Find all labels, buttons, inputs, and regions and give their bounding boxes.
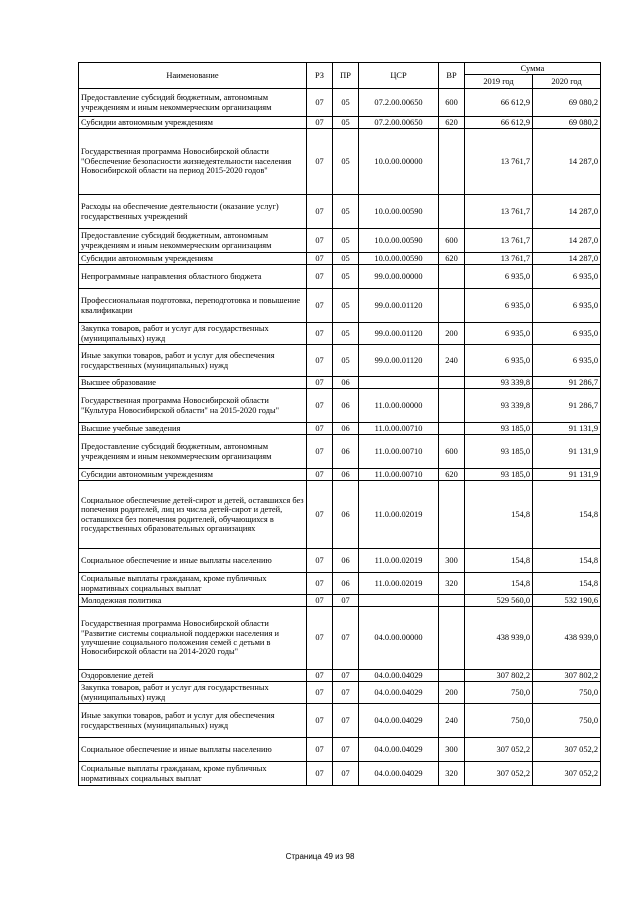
row-vr: 620 bbox=[439, 469, 465, 481]
header-sum: Сумма bbox=[465, 63, 601, 75]
row-sum-2019: 307 052,2 bbox=[465, 738, 533, 762]
row-sum-2019: 93 339,8 bbox=[465, 377, 533, 389]
row-csr: 11.0.00.00710 bbox=[359, 435, 439, 469]
row-sum-2019: 66 612,9 bbox=[465, 89, 533, 117]
row-pr: 06 bbox=[333, 481, 359, 549]
row-sum-2020: 532 190,6 bbox=[533, 595, 601, 607]
row-sum-2020: 6 935,0 bbox=[533, 289, 601, 323]
row-sum-2020: 6 935,0 bbox=[533, 345, 601, 377]
table-row bbox=[79, 682, 601, 704]
row-vr bbox=[439, 377, 465, 389]
table-row bbox=[79, 423, 601, 435]
row-rz: 07 bbox=[307, 573, 333, 595]
row-rz: 07 bbox=[307, 129, 333, 195]
row-pr: 06 bbox=[333, 435, 359, 469]
table-row bbox=[79, 345, 601, 377]
header-pr: ПР bbox=[333, 63, 359, 89]
row-pr: 05 bbox=[333, 89, 359, 117]
row-sum-2019: 750,0 bbox=[465, 682, 533, 704]
row-pr: 06 bbox=[333, 469, 359, 481]
row-sum-2020: 91 286,7 bbox=[533, 389, 601, 423]
row-vr bbox=[439, 607, 465, 670]
row-pr: 06 bbox=[333, 573, 359, 595]
row-name: Социальные выплаты гражданам, кроме публичных нормативных социальных выплат bbox=[79, 762, 307, 786]
row-sum-2019: 6 935,0 bbox=[465, 323, 533, 345]
row-vr: 620 bbox=[439, 253, 465, 265]
row-name: Социальные выплаты гражданам, кроме публичных нормативных социальных выплат bbox=[79, 573, 307, 595]
row-rz: 07 bbox=[307, 289, 333, 323]
row-rz: 07 bbox=[307, 117, 333, 129]
row-pr: 06 bbox=[333, 389, 359, 423]
row-csr: 99.0.00.01120 bbox=[359, 323, 439, 345]
row-vr bbox=[439, 423, 465, 435]
table-row bbox=[79, 469, 601, 481]
row-sum-2020: 154,8 bbox=[533, 573, 601, 595]
row-sum-2019: 93 185,0 bbox=[465, 435, 533, 469]
table-row bbox=[79, 389, 601, 423]
row-sum-2020: 6 935,0 bbox=[533, 265, 601, 289]
row-pr: 05 bbox=[333, 129, 359, 195]
row-pr: 05 bbox=[333, 229, 359, 253]
header-vr: ВР bbox=[439, 63, 465, 89]
row-vr: 200 bbox=[439, 682, 465, 704]
row-rz: 07 bbox=[307, 682, 333, 704]
row-sum-2020: 91 131,9 bbox=[533, 423, 601, 435]
row-vr bbox=[439, 670, 465, 682]
table-row bbox=[79, 607, 601, 670]
row-rz: 07 bbox=[307, 469, 333, 481]
row-pr: 06 bbox=[333, 377, 359, 389]
row-name: Социальное обеспечение детей-сирот и детей, оставшихся без попечения родителей, лиц из числа детей-сирот и детей, оставшихся без попечения родителей, обучающихся в государственных образовательных организациях bbox=[79, 481, 307, 549]
row-sum-2020: 6 935,0 bbox=[533, 323, 601, 345]
header-year-2019: 2019 год bbox=[465, 75, 533, 89]
table-row bbox=[79, 738, 601, 762]
row-name: Субсидии автономным учреждениям bbox=[79, 469, 307, 481]
row-sum-2020: 307 802,2 bbox=[533, 670, 601, 682]
row-vr: 620 bbox=[439, 117, 465, 129]
row-csr: 11.0.00.00710 bbox=[359, 423, 439, 435]
row-pr: 05 bbox=[333, 253, 359, 265]
row-csr: 11.0.00.02019 bbox=[359, 573, 439, 595]
row-pr: 06 bbox=[333, 549, 359, 573]
row-pr: 05 bbox=[333, 265, 359, 289]
row-name: Предоставление субсидий бюджетным, автономным учреждениям и иным некоммерческим организациям bbox=[79, 229, 307, 253]
table-row bbox=[79, 481, 601, 549]
row-sum-2020: 14 287,0 bbox=[533, 195, 601, 229]
table-row bbox=[79, 377, 601, 389]
row-sum-2020: 14 287,0 bbox=[533, 253, 601, 265]
row-pr: 07 bbox=[333, 607, 359, 670]
row-csr: 11.0.00.02019 bbox=[359, 549, 439, 573]
row-name: Субсидии автономным учреждениям bbox=[79, 117, 307, 129]
table-row bbox=[79, 229, 601, 253]
row-name: Высшие учебные заведения bbox=[79, 423, 307, 435]
row-csr bbox=[359, 377, 439, 389]
row-name: Иные закупки товаров, работ и услуг для обеспечения государственных (муниципальных) нужд bbox=[79, 345, 307, 377]
row-csr: 11.0.00.00710 bbox=[359, 469, 439, 481]
row-csr: 11.0.00.02019 bbox=[359, 481, 439, 549]
row-pr: 07 bbox=[333, 738, 359, 762]
row-sum-2020: 14 287,0 bbox=[533, 129, 601, 195]
row-vr bbox=[439, 595, 465, 607]
row-csr: 10.0.00.00000 bbox=[359, 129, 439, 195]
row-sum-2019: 438 939,0 bbox=[465, 607, 533, 670]
row-sum-2019: 154,8 bbox=[465, 573, 533, 595]
row-name: Субсидии автономным учреждениям bbox=[79, 253, 307, 265]
row-sum-2019: 529 560,0 bbox=[465, 595, 533, 607]
row-sum-2019: 750,0 bbox=[465, 704, 533, 738]
row-pr: 07 bbox=[333, 670, 359, 682]
row-rz: 07 bbox=[307, 423, 333, 435]
row-csr: 99.0.00.01120 bbox=[359, 345, 439, 377]
row-csr: 04.0.00.04029 bbox=[359, 682, 439, 704]
row-sum-2020: 14 287,0 bbox=[533, 229, 601, 253]
row-csr: 10.0.00.00590 bbox=[359, 195, 439, 229]
table-row bbox=[79, 117, 601, 129]
table-row bbox=[79, 289, 601, 323]
row-csr: 99.0.00.01120 bbox=[359, 289, 439, 323]
row-rz: 07 bbox=[307, 89, 333, 117]
row-vr: 200 bbox=[439, 323, 465, 345]
table-row bbox=[79, 670, 601, 682]
header-year-2020: 2020 год bbox=[533, 75, 601, 89]
row-rz: 07 bbox=[307, 195, 333, 229]
row-sum-2019: 93 185,0 bbox=[465, 423, 533, 435]
row-pr: 05 bbox=[333, 289, 359, 323]
row-vr: 320 bbox=[439, 573, 465, 595]
row-csr: 11.0.00.00000 bbox=[359, 389, 439, 423]
row-rz: 07 bbox=[307, 607, 333, 670]
row-sum-2019: 13 761,7 bbox=[465, 129, 533, 195]
row-sum-2020: 307 052,2 bbox=[533, 762, 601, 786]
row-name: Государственная программа Новосибирской области "Развитие системы социальной поддержки населения и улучшение социального положения семей с детьми в Новосибирской области на 2014-2020 годы" bbox=[79, 607, 307, 670]
row-pr: 05 bbox=[333, 323, 359, 345]
table-row bbox=[79, 323, 601, 345]
row-name: Оздоровление детей bbox=[79, 670, 307, 682]
row-name: Социальное обеспечение и иные выплаты населению bbox=[79, 549, 307, 573]
row-pr: 07 bbox=[333, 595, 359, 607]
row-rz: 07 bbox=[307, 435, 333, 469]
row-rz: 07 bbox=[307, 481, 333, 549]
row-sum-2019: 307 052,2 bbox=[465, 762, 533, 786]
row-rz: 07 bbox=[307, 389, 333, 423]
row-sum-2019: 66 612,9 bbox=[465, 117, 533, 129]
row-sum-2019: 13 761,7 bbox=[465, 195, 533, 229]
row-csr: 07.2.00.00650 bbox=[359, 117, 439, 129]
row-sum-2019: 154,8 bbox=[465, 481, 533, 549]
row-csr: 04.0.00.04029 bbox=[359, 762, 439, 786]
row-sum-2020: 307 052,2 bbox=[533, 738, 601, 762]
row-sum-2020: 750,0 bbox=[533, 682, 601, 704]
row-name: Непрограммные направления областного бюджета bbox=[79, 265, 307, 289]
row-csr: 10.0.00.00590 bbox=[359, 253, 439, 265]
table-row bbox=[79, 549, 601, 573]
row-sum-2020: 91 286,7 bbox=[533, 377, 601, 389]
row-rz: 07 bbox=[307, 323, 333, 345]
table-row bbox=[79, 435, 601, 469]
row-sum-2020: 154,8 bbox=[533, 549, 601, 573]
row-sum-2019: 93 339,8 bbox=[465, 389, 533, 423]
row-vr: 320 bbox=[439, 762, 465, 786]
row-pr: 05 bbox=[333, 345, 359, 377]
row-csr bbox=[359, 595, 439, 607]
table-row bbox=[79, 89, 601, 117]
row-pr: 06 bbox=[333, 423, 359, 435]
header-csr: ЦСР bbox=[359, 63, 439, 89]
row-sum-2020: 750,0 bbox=[533, 704, 601, 738]
row-vr bbox=[439, 129, 465, 195]
table-row bbox=[79, 573, 601, 595]
row-rz: 07 bbox=[307, 549, 333, 573]
row-rz: 07 bbox=[307, 762, 333, 786]
table-row bbox=[79, 195, 601, 229]
row-name: Молодежная политика bbox=[79, 595, 307, 607]
row-csr: 04.0.00.04029 bbox=[359, 738, 439, 762]
row-sum-2019: 307 802,2 bbox=[465, 670, 533, 682]
row-csr: 99.0.00.00000 bbox=[359, 265, 439, 289]
row-vr: 300 bbox=[439, 738, 465, 762]
budget-table bbox=[78, 62, 601, 786]
row-rz: 07 bbox=[307, 229, 333, 253]
row-vr bbox=[439, 289, 465, 323]
header-name: Наименование bbox=[79, 63, 307, 89]
table-row bbox=[79, 253, 601, 265]
row-rz: 07 bbox=[307, 595, 333, 607]
row-csr: 10.0.00.00590 bbox=[359, 229, 439, 253]
row-sum-2020: 69 080,2 bbox=[533, 117, 601, 129]
row-vr: 600 bbox=[439, 229, 465, 253]
table-row bbox=[79, 265, 601, 289]
row-vr: 300 bbox=[439, 549, 465, 573]
row-rz: 07 bbox=[307, 738, 333, 762]
row-csr: 04.0.00.04029 bbox=[359, 670, 439, 682]
table-row bbox=[79, 704, 601, 738]
row-sum-2019: 6 935,0 bbox=[465, 345, 533, 377]
row-sum-2020: 154,8 bbox=[533, 481, 601, 549]
row-csr: 04.0.00.00000 bbox=[359, 607, 439, 670]
row-name: Высшее образование bbox=[79, 377, 307, 389]
row-vr bbox=[439, 265, 465, 289]
row-name: Государственная программа Новосибирской области "Культура Новосибирской области" на 2015-2020 годы" bbox=[79, 389, 307, 423]
row-rz: 07 bbox=[307, 377, 333, 389]
row-name: Профессиональная подготовка, переподготовка и повышение квалификации bbox=[79, 289, 307, 323]
row-name: Иные закупки товаров, работ и услуг для обеспечения государственных (муниципальных) нужд bbox=[79, 704, 307, 738]
page-number: Страница 49 из 98 bbox=[285, 852, 355, 861]
row-vr bbox=[439, 481, 465, 549]
table-body bbox=[79, 89, 601, 786]
row-rz: 07 bbox=[307, 345, 333, 377]
row-sum-2019: 154,8 bbox=[465, 549, 533, 573]
row-vr: 600 bbox=[439, 89, 465, 117]
row-name: Расходы на обеспечение деятельности (оказание услуг) государственных учреждений bbox=[79, 195, 307, 229]
row-rz: 07 bbox=[307, 670, 333, 682]
row-sum-2019: 6 935,0 bbox=[465, 265, 533, 289]
row-sum-2020: 91 131,9 bbox=[533, 469, 601, 481]
row-name: Закупка товаров, работ и услуг для государственных (муниципальных) нужд bbox=[79, 323, 307, 345]
table-row bbox=[79, 595, 601, 607]
row-sum-2020: 91 131,9 bbox=[533, 435, 601, 469]
row-name: Закупка товаров, работ и услуг для государственных (муниципальных) нужд bbox=[79, 682, 307, 704]
row-name: Предоставление субсидий бюджетным, автономным учреждениям и иным некоммерческим организациям bbox=[79, 89, 307, 117]
row-pr: 07 bbox=[333, 704, 359, 738]
row-vr: 240 bbox=[439, 345, 465, 377]
row-vr bbox=[439, 389, 465, 423]
row-sum-2020: 438 939,0 bbox=[533, 607, 601, 670]
row-pr: 07 bbox=[333, 762, 359, 786]
row-csr: 07.2.00.00650 bbox=[359, 89, 439, 117]
row-vr bbox=[439, 195, 465, 229]
row-sum-2019: 13 761,7 bbox=[465, 253, 533, 265]
row-sum-2020: 69 080,2 bbox=[533, 89, 601, 117]
row-name: Государственная программа Новосибирской области "Обеспечение безопасности жизнедеятельности населения Новосибирской области на период 2015-2020 годов" bbox=[79, 129, 307, 195]
row-pr: 05 bbox=[333, 195, 359, 229]
row-name: Социальное обеспечение и иные выплаты населению bbox=[79, 738, 307, 762]
row-sum-2019: 13 761,7 bbox=[465, 229, 533, 253]
row-sum-2019: 6 935,0 bbox=[465, 289, 533, 323]
row-rz: 07 bbox=[307, 704, 333, 738]
row-csr: 04.0.00.04029 bbox=[359, 704, 439, 738]
row-rz: 07 bbox=[307, 253, 333, 265]
table-row bbox=[79, 129, 601, 195]
row-pr: 05 bbox=[333, 117, 359, 129]
row-name: Предоставление субсидий бюджетным, автономным учреждениям и иным некоммерческим организациям bbox=[79, 435, 307, 469]
row-sum-2019: 93 185,0 bbox=[465, 469, 533, 481]
row-vr: 600 bbox=[439, 435, 465, 469]
table-row bbox=[79, 762, 601, 786]
row-pr: 07 bbox=[333, 682, 359, 704]
row-vr: 240 bbox=[439, 704, 465, 738]
header-rz: РЗ bbox=[307, 63, 333, 89]
row-rz: 07 bbox=[307, 265, 333, 289]
